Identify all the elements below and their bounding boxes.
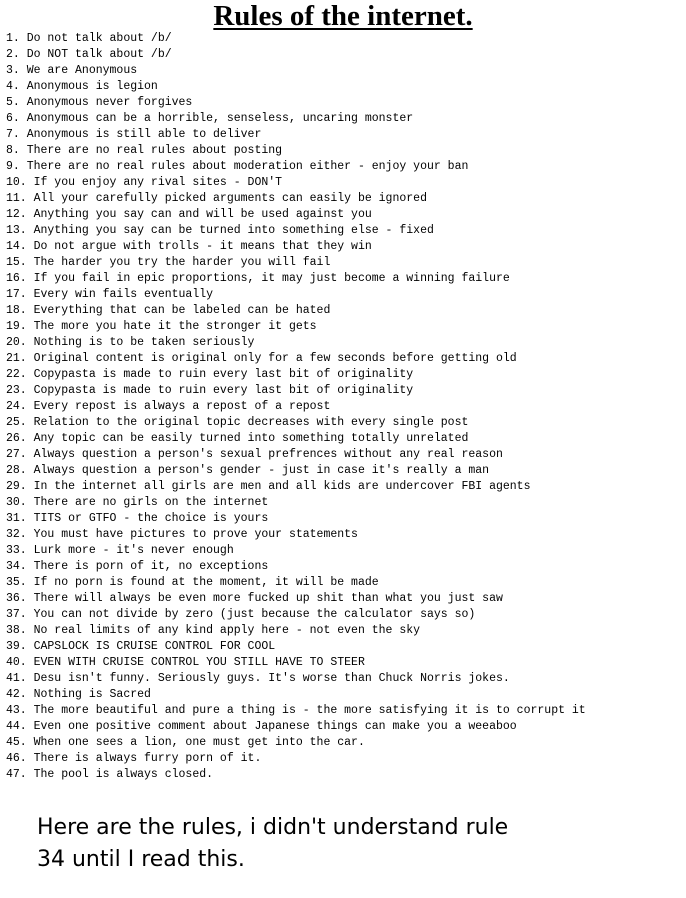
rule-item: 25. Relation to the original topic decreases with every single post — [6, 416, 469, 429]
caption-line-1: Here are the rules, i didn't understand rule — [37, 815, 509, 840]
rule-item: 18. Everything that can be labeled can be hated — [6, 304, 331, 317]
rule-item: 42. Nothing is Sacred — [6, 688, 151, 701]
rule-item: 14. Do not argue with trolls - it means that they win — [6, 240, 372, 253]
rule-item: 29. In the internet all girls are men and all kids are undercover FBI agents — [6, 480, 531, 493]
rule-item: 9. There are no real rules about moderation either - enjoy your ban — [6, 160, 469, 173]
rule-item: 22. Copypasta is made to ruin every last bit of originality — [6, 368, 414, 381]
rule-item: 23. Copypasta is made to ruin every last bit of originality — [6, 384, 414, 397]
rule-item: 37. You can not divide by zero (just because the calculator says so) — [6, 608, 476, 621]
page-title-text: Rules of the internet. — [213, 0, 473, 32]
rule-item: 28. Always question a person's gender - just in case it's really a man — [6, 464, 490, 477]
page-title — [0, 0, 686, 32]
rule-item: 24. Every repost is always a repost of a repost — [6, 400, 331, 413]
rule-item: 40. EVEN WITH CRUISE CONTROL YOU STILL HAVE TO STEER — [6, 656, 365, 669]
caption-text — [37, 812, 657, 876]
rule-item: 33. Lurk more - it's never enough — [6, 544, 234, 557]
rule-item: 39. CAPSLOCK IS CRUISE CONTROL FOR COOL — [6, 640, 276, 653]
rule-item: 10. If you enjoy any rival sites - DON'T — [6, 176, 283, 189]
rule-item: 31. TITS or GTFO - the choice is yours — [6, 512, 269, 525]
rule-item: 26. Any topic can be easily turned into something totally unrelated — [6, 432, 469, 445]
rule-item: 3. We are Anonymous — [6, 64, 138, 77]
rule-item: 45. When one sees a lion, one must get into the car. — [6, 736, 365, 749]
rule-item: 27. Always question a person's sexual prefrences without any real reason — [6, 448, 503, 461]
rule-item: 2. Do NOT talk about /b/ — [6, 48, 172, 61]
rule-item: 38. No real limits of any kind apply here - not even the sky — [6, 624, 421, 637]
rule-item: 16. If you fail in epic proportions, it may just become a winning failure — [6, 272, 510, 285]
rule-item: 34. There is porn of it, no exceptions — [6, 560, 269, 573]
rule-item: 19. The more you hate it the stronger it gets — [6, 320, 317, 333]
rule-item: 17. Every win fails eventually — [6, 288, 214, 301]
rule-item: 11. All your carefully picked arguments can easily be ignored — [6, 192, 427, 205]
rule-item: 8. There are no real rules about posting — [6, 144, 283, 157]
rule-item: 21. Original content is original only for a few seconds before getting old — [6, 352, 517, 365]
rule-item: 35. If no porn is found at the moment, it will be made — [6, 576, 379, 589]
rule-item: 4. Anonymous is legion — [6, 80, 158, 93]
rule-item: 41. Desu isn't funny. Seriously guys. It's worse than Chuck Norris jokes. — [6, 672, 510, 685]
caption-line-2: 34 until I read this. — [37, 847, 245, 872]
rule-item: 20. Nothing is to be taken seriously — [6, 336, 255, 349]
rule-item: 12. Anything you say can and will be used against you — [6, 208, 372, 221]
rule-item: 5. Anonymous never forgives — [6, 96, 193, 109]
rule-item: 1. Do not talk about /b/ — [6, 32, 172, 45]
rules-list — [6, 31, 684, 783]
rule-item: 44. Even one positive comment about Japanese things can make you a weeaboo — [6, 720, 517, 733]
rule-item: 46. There is always furry porn of it. — [6, 752, 262, 765]
rule-item: 7. Anonymous is still able to deliver — [6, 128, 262, 141]
rule-item: 15. The harder you try the harder you will fail — [6, 256, 331, 269]
rule-item: 13. Anything you say can be turned into something else - fixed — [6, 224, 434, 237]
rule-item: 47. The pool is always closed. — [6, 768, 214, 781]
rule-item: 30. There are no girls on the internet — [6, 496, 269, 509]
rule-item: 32. You must have pictures to prove your statements — [6, 528, 358, 541]
rule-item: 6. Anonymous can be a horrible, senseless, uncaring monster — [6, 112, 414, 125]
rule-item: 36. There will always be even more fucked up shit than what you just saw — [6, 592, 503, 605]
rule-item: 43. The more beautiful and pure a thing is - the more satisfying it is to corrupt it — [6, 704, 586, 717]
